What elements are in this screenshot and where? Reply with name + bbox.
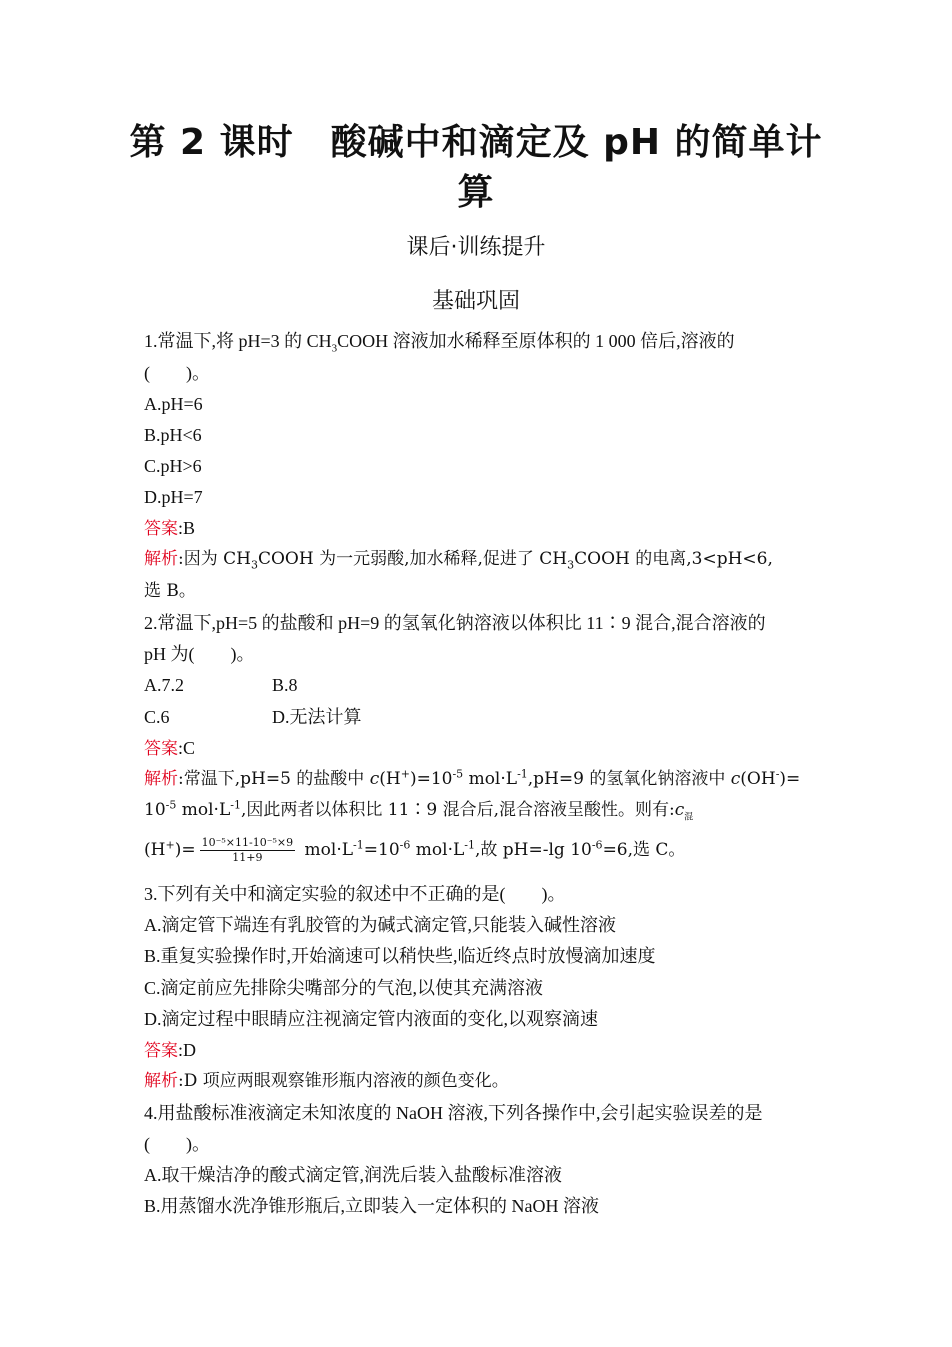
q3-option-c: C.滴定前应先排除尖嘴部分的气泡,以使其充满溶液 bbox=[144, 978, 544, 998]
answer-label: 答案 bbox=[144, 519, 178, 539]
q2-stem-line-2: pH 为( )。 bbox=[144, 644, 255, 664]
q2-answer: 答案:C bbox=[144, 738, 196, 759]
q1-option-c: C.pH>6 bbox=[144, 456, 202, 476]
q1-stem-line-1: 1.常温下,将 pH=3 的 $CH_3COOH$ 溶液加水稀释至原体积的 1 000 倍后,溶液的 bbox=[144, 331, 735, 355]
q2-option-c: C.6 bbox=[144, 707, 170, 727]
q3-option-b: B.重复实验操作时,开始滴速可以稍快些,临近终点时放慢滴加速度 bbox=[144, 946, 656, 966]
q3-answer: 答案:D bbox=[144, 1040, 196, 1061]
q2-option-d: D.无法计算 bbox=[272, 707, 362, 727]
section-heading: 基础巩固 bbox=[431, 289, 520, 314]
q4-stem-line-2: ( )。 bbox=[144, 1134, 210, 1154]
title-line-1: 第 2 课时 酸碱中和滴定及 pH 的简单计 bbox=[129, 122, 823, 163]
q4-option-a: A.取干燥洁净的酸式滴定管,润洗后装入盐酸标准溶液 bbox=[144, 1165, 562, 1185]
q2-analysis-line-1: 解析:常温下,pH=5 的盐酸中 $c(H^+)=10^{-5}$ $mol\cdot L^{-1},pH=9$ 的氢氧化钠溶液中 c(OH-)= bbox=[144, 767, 801, 789]
analysis-label: 解析 bbox=[144, 549, 178, 569]
q1-option-a: A.pH=6 bbox=[144, 394, 203, 414]
q2-stem-line-1: 2.常温下,pH=5 的盐酸和 pH=9 的氢氧化钠溶液以体积比 11∶9 混合,混合溶液的 bbox=[144, 613, 766, 633]
q3-option-a: A.滴定管下端连有乳胶管的为碱式滴定管,只能装入碱性溶液 bbox=[144, 915, 616, 935]
q2-analysis-line-3: (H+)= $\frac{\text{10⁻⁵×11-10⁻⁵×9}}{11+9}$ $mol\cdot L^{-1}=10^{-6}$ $mol\cdot L^{-1}$,故 pH=-lg $10^{-6}=6$,选 C。 bbox=[144, 836, 686, 864]
q1-answer: 答案:B bbox=[144, 518, 196, 539]
q4-stem-line-1: 4.用盐酸标准液滴定未知浓度的 NaOH 溶液,下列各操作中,会引起实验误差的是 bbox=[144, 1103, 763, 1123]
q1-option-d: D.pH=7 bbox=[144, 487, 203, 507]
answer-label: 答案 bbox=[144, 739, 178, 759]
q1-analysis-line-1: 解析:因为 $CH_3COOH$ 为一元弱酸,加水稀释,促进了 $CH_3COOH$ 的电离,3<pH<6, bbox=[144, 549, 773, 572]
analysis-label: 解析 bbox=[144, 769, 178, 789]
answer-label: 答案 bbox=[144, 1041, 178, 1061]
title-line-2: 算 bbox=[457, 172, 495, 213]
q2-analysis-line-2: $10^{-5}$ $mol\cdot L^{-1}$,因此两者以体积比 11∶9 混合后,混合溶液呈酸性。则有$:c_混$ bbox=[144, 798, 694, 823]
q3-analysis: 解析:D 项应两眼观察锥形瓶内溶液的颜色变化。 bbox=[144, 1071, 509, 1091]
q3-option-d: D.滴定过程中眼睛应注视滴定管内液面的变化,以观察滴速 bbox=[144, 1009, 598, 1029]
q3-stem: 3.下列有关中和滴定实验的叙述中不正确的是( )。 bbox=[144, 884, 566, 904]
fraction: $\frac{\text{10⁻⁵×11-10⁻⁵×9}}{11+9}$ bbox=[201, 836, 294, 864]
q2-option-a: A.7.2 bbox=[144, 675, 184, 695]
page-title bbox=[100, 118, 852, 218]
page-subtitle: 课后·训练提升 bbox=[406, 235, 546, 260]
q1-analysis-line-2: 选 B。 bbox=[144, 581, 196, 601]
q1-option-b: B.pH<6 bbox=[144, 425, 202, 445]
q4-option-b: B.用蒸馏水洗净锥形瓶后,立即装入一定体积的 NaOH 溶液 bbox=[144, 1196, 599, 1216]
q2-option-b: B.8 bbox=[272, 675, 298, 695]
analysis-label: 解析 bbox=[144, 1071, 178, 1091]
q1-stem-line-2: ( )。 bbox=[144, 363, 210, 383]
